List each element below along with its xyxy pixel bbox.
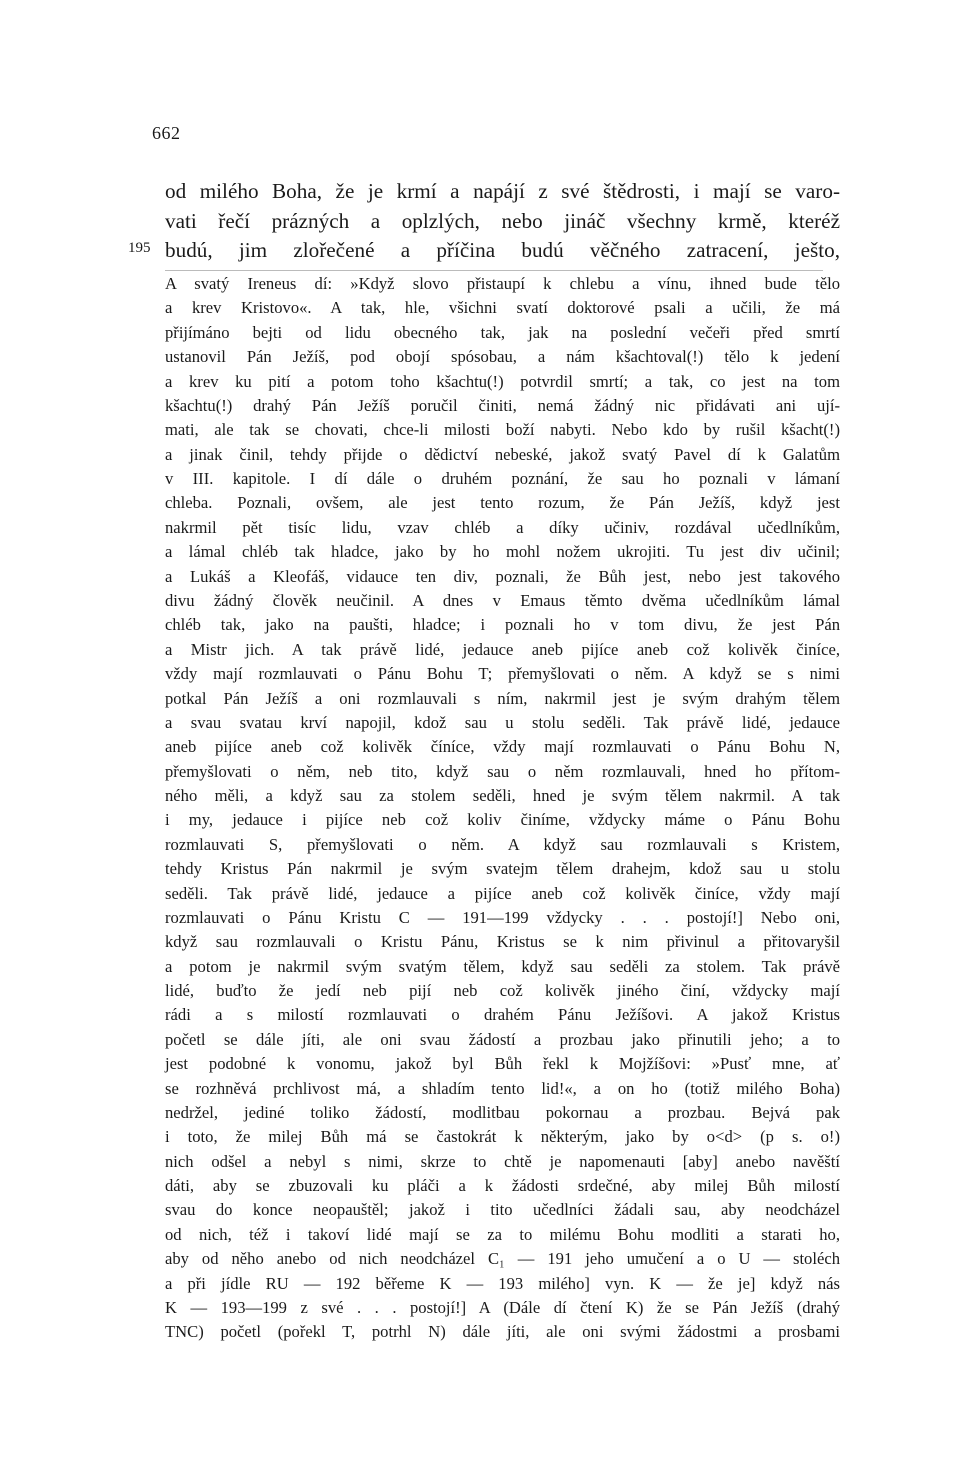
text-line: se rozhněvá prchlivost má, a shladím tento lid!«, a on ho (totiž milého Boha) xyxy=(165,1078,840,1098)
text-line: vati řečí prázných a oplzlých, nebo jináč všechny krmě, kteréž xyxy=(165,209,840,233)
text-line: potkal Pán Ježíš a oni rozmlauvali s ním, nakrmil jest je svým drahým tělem xyxy=(165,688,840,708)
text-line: rozmlauvati S, přemyšlovati o něm. A když sau rozmlauvali s Kristem, xyxy=(165,834,840,854)
text-line: jest podobné k vonomu, jakož byl Bůh řekl k Mojžíšovi: »Pusť mne, ať xyxy=(165,1054,840,1074)
text-line: a Mistr jich. A tak právě lidé, jedauce aneb pijíce aneb což kolivěk činíce, xyxy=(165,639,840,659)
text-line: když sau rozmlauvali o Kristu Pánu, Kristus se k nim přivinul a přitovaryšil xyxy=(165,932,840,952)
text-line: A svatý Ireneus dí: »Když slovo přistaupí k chlebu a vínu, ihned bude tělo xyxy=(165,274,840,293)
text-line: a při jídle RU — 192 běřeme K — 193 milého] vyn. K — že je] když nás xyxy=(165,1273,840,1293)
text-line: tehdy Kristus Pán nakrmil je svým svatejm tělem drahejm, kdož sau u stolu xyxy=(165,859,840,879)
text-line: a lámal chléb tak hladce, jako by ho mohl nožem ukrojiti. Tu jest div učinil; xyxy=(165,542,840,562)
text-line: dáti, aby se zbuzovali ku pláči a k žádosti srdečné, aby milej Bůh milostí xyxy=(165,1176,840,1196)
separator-rule xyxy=(165,270,823,271)
text-line: kšachtu(!) drahý Pán Ježíš poručil činiti, nemá žádný nic přidávati ani ují- xyxy=(165,395,840,415)
text-line: aneb pijíce aneb což kolivěk číníce, vždy mají rozmlauvati o Pánu Bohu N, xyxy=(165,737,840,757)
text-line: rozmlauvati o Pánu Kristu C — 191—199 vždycky . . . postojí!] Nebo oni, xyxy=(165,907,840,927)
text-line: TNC) početl (pořekl T, potrhl N) dále jíti, ale oni svými žádostmi a prosbami xyxy=(165,1322,840,1342)
text-line: mati, ale tak se chovati, chce-li milosti boží nabyti. Nebo kdo by rušil kšacht(!) xyxy=(165,420,840,440)
text-line: a krev ku pití a potom toho kšachtu(!) potvrdil smrtí; a tak, co jest na tom xyxy=(165,371,840,391)
text-line: svau do konce neopauštěl; jakož i tito učedlníci žádali sau, aby neodcházel xyxy=(165,1200,840,1220)
text-line: budú, jim zlořečené a příčina budú věčného zatracení, ješto, xyxy=(165,238,840,262)
page-number: 662 xyxy=(152,123,181,143)
text-line: divu žádný člověk neučinil. A dnes v Emaus těmto dvěma učedlníkům lámal xyxy=(165,590,840,610)
text-line: aby od něho anebo od nich neodcházel C₁ — 191 jeho umučení a o U — stoléch xyxy=(165,1249,840,1269)
text-line: vždy mají rozmlauvati o Pánu Bohu T; přemyšlovati o něm. A když se s nimi xyxy=(165,664,840,684)
margin-line-number: 195 xyxy=(128,240,151,256)
text-line: a jinak činil, tehdy přijde o dědictví nebeské, jakož svatý Pavel dí k Galatům xyxy=(165,444,840,464)
text-line: a potom je nakrmil svým svatým tělem, když sau seděli za stolem. Tak právě xyxy=(165,956,840,976)
text-line: od milého Boha, že je krmí a napájí z své štědrosti, i mají se varo- xyxy=(165,179,840,203)
text-line: chléb tak, jako na paušti, hladce; i poznali ho v tom divu, že jest Pán xyxy=(165,615,840,635)
text-line: K — 193—199 z své . . . postojí!] A (Dále dí čtení K) že se Pán Ježíš (drahý xyxy=(165,1298,840,1317)
text-line: od nich, též i takoví lidé mají se za to milému Bohu modliti a starati ho, xyxy=(165,1224,840,1244)
text-line: přijímáno bejti od lidu obecného tak, jak na poslední večeři před smrtí xyxy=(165,322,840,342)
text-line: lidé, buďto že jedí neb pijí neb což kolivěk jiného činí, vždycky mají xyxy=(165,981,840,1000)
text-line: v III. kapitole. I dí dále o druhém poznání, že sau ho poznali v lámaní xyxy=(165,469,840,488)
text-line: nich odšel a nebyl s nimi, skrze to chtě je napomenauti [aby] anebo navěští xyxy=(165,1151,840,1171)
text-line: a svau svatau krví napojil, kdož sau u stolu seděli. Tak právě lidé, jedauce xyxy=(165,712,840,732)
text-line: přemyšlovati o něm, neb tito, když sau o něm rozmlauvali, hned ho přítom- xyxy=(165,761,840,781)
text-line: i my, jedauce i pijíce neb což koliv činíme, vždycky máme o Pánu Bohu xyxy=(165,810,840,830)
text-line: i toto, že milej Bůh má se častokrát k některým, jako by o<d> (p s. o!) xyxy=(165,1127,840,1147)
text-line: početl se dále jíti, ale oni svau žádostí a prozbau jako přinutili jeho; a to xyxy=(165,1029,840,1049)
text-line: nedržel, jediné toliko žádostí, modlitbau pokornau a prozbau. Bejvá pak xyxy=(165,1102,840,1122)
text-line: chleba. Poznali, ovšem, ale jest tento rozum, že Pán Ježíš, když jest xyxy=(165,493,840,513)
text-line: ustanovil Pán Ježíš, pod obojí spósobau, a nám kšachtoval(!) tělo k jedení xyxy=(165,347,840,367)
text-line: a Lukáš a Kleofáš, vidauce ten div, poznali, že Bůh jest, nebo jest takového xyxy=(165,566,840,586)
text-line: seděli. Tak právě lidé, jedauce a pijíce aneb což kolivěk činíce, vždy mají xyxy=(165,883,840,903)
text-line: a krev Kristovo«. A tak, hle, všichni svatí doktorové psali a učili, že má xyxy=(165,298,840,318)
text-line: ného měli, a když sau za stolem seděli, hned je svým tělem nakrmil. A tak xyxy=(165,786,840,805)
text-line: nakrmil pět tisíc lidu, vzav chléb a díky učiniv, rozdával učedlníkům, xyxy=(165,517,840,537)
text-line: rádi a s milostí rozmlauvati o drahém Pánu Ježíšovi. A jakož Kristus xyxy=(165,1005,840,1025)
